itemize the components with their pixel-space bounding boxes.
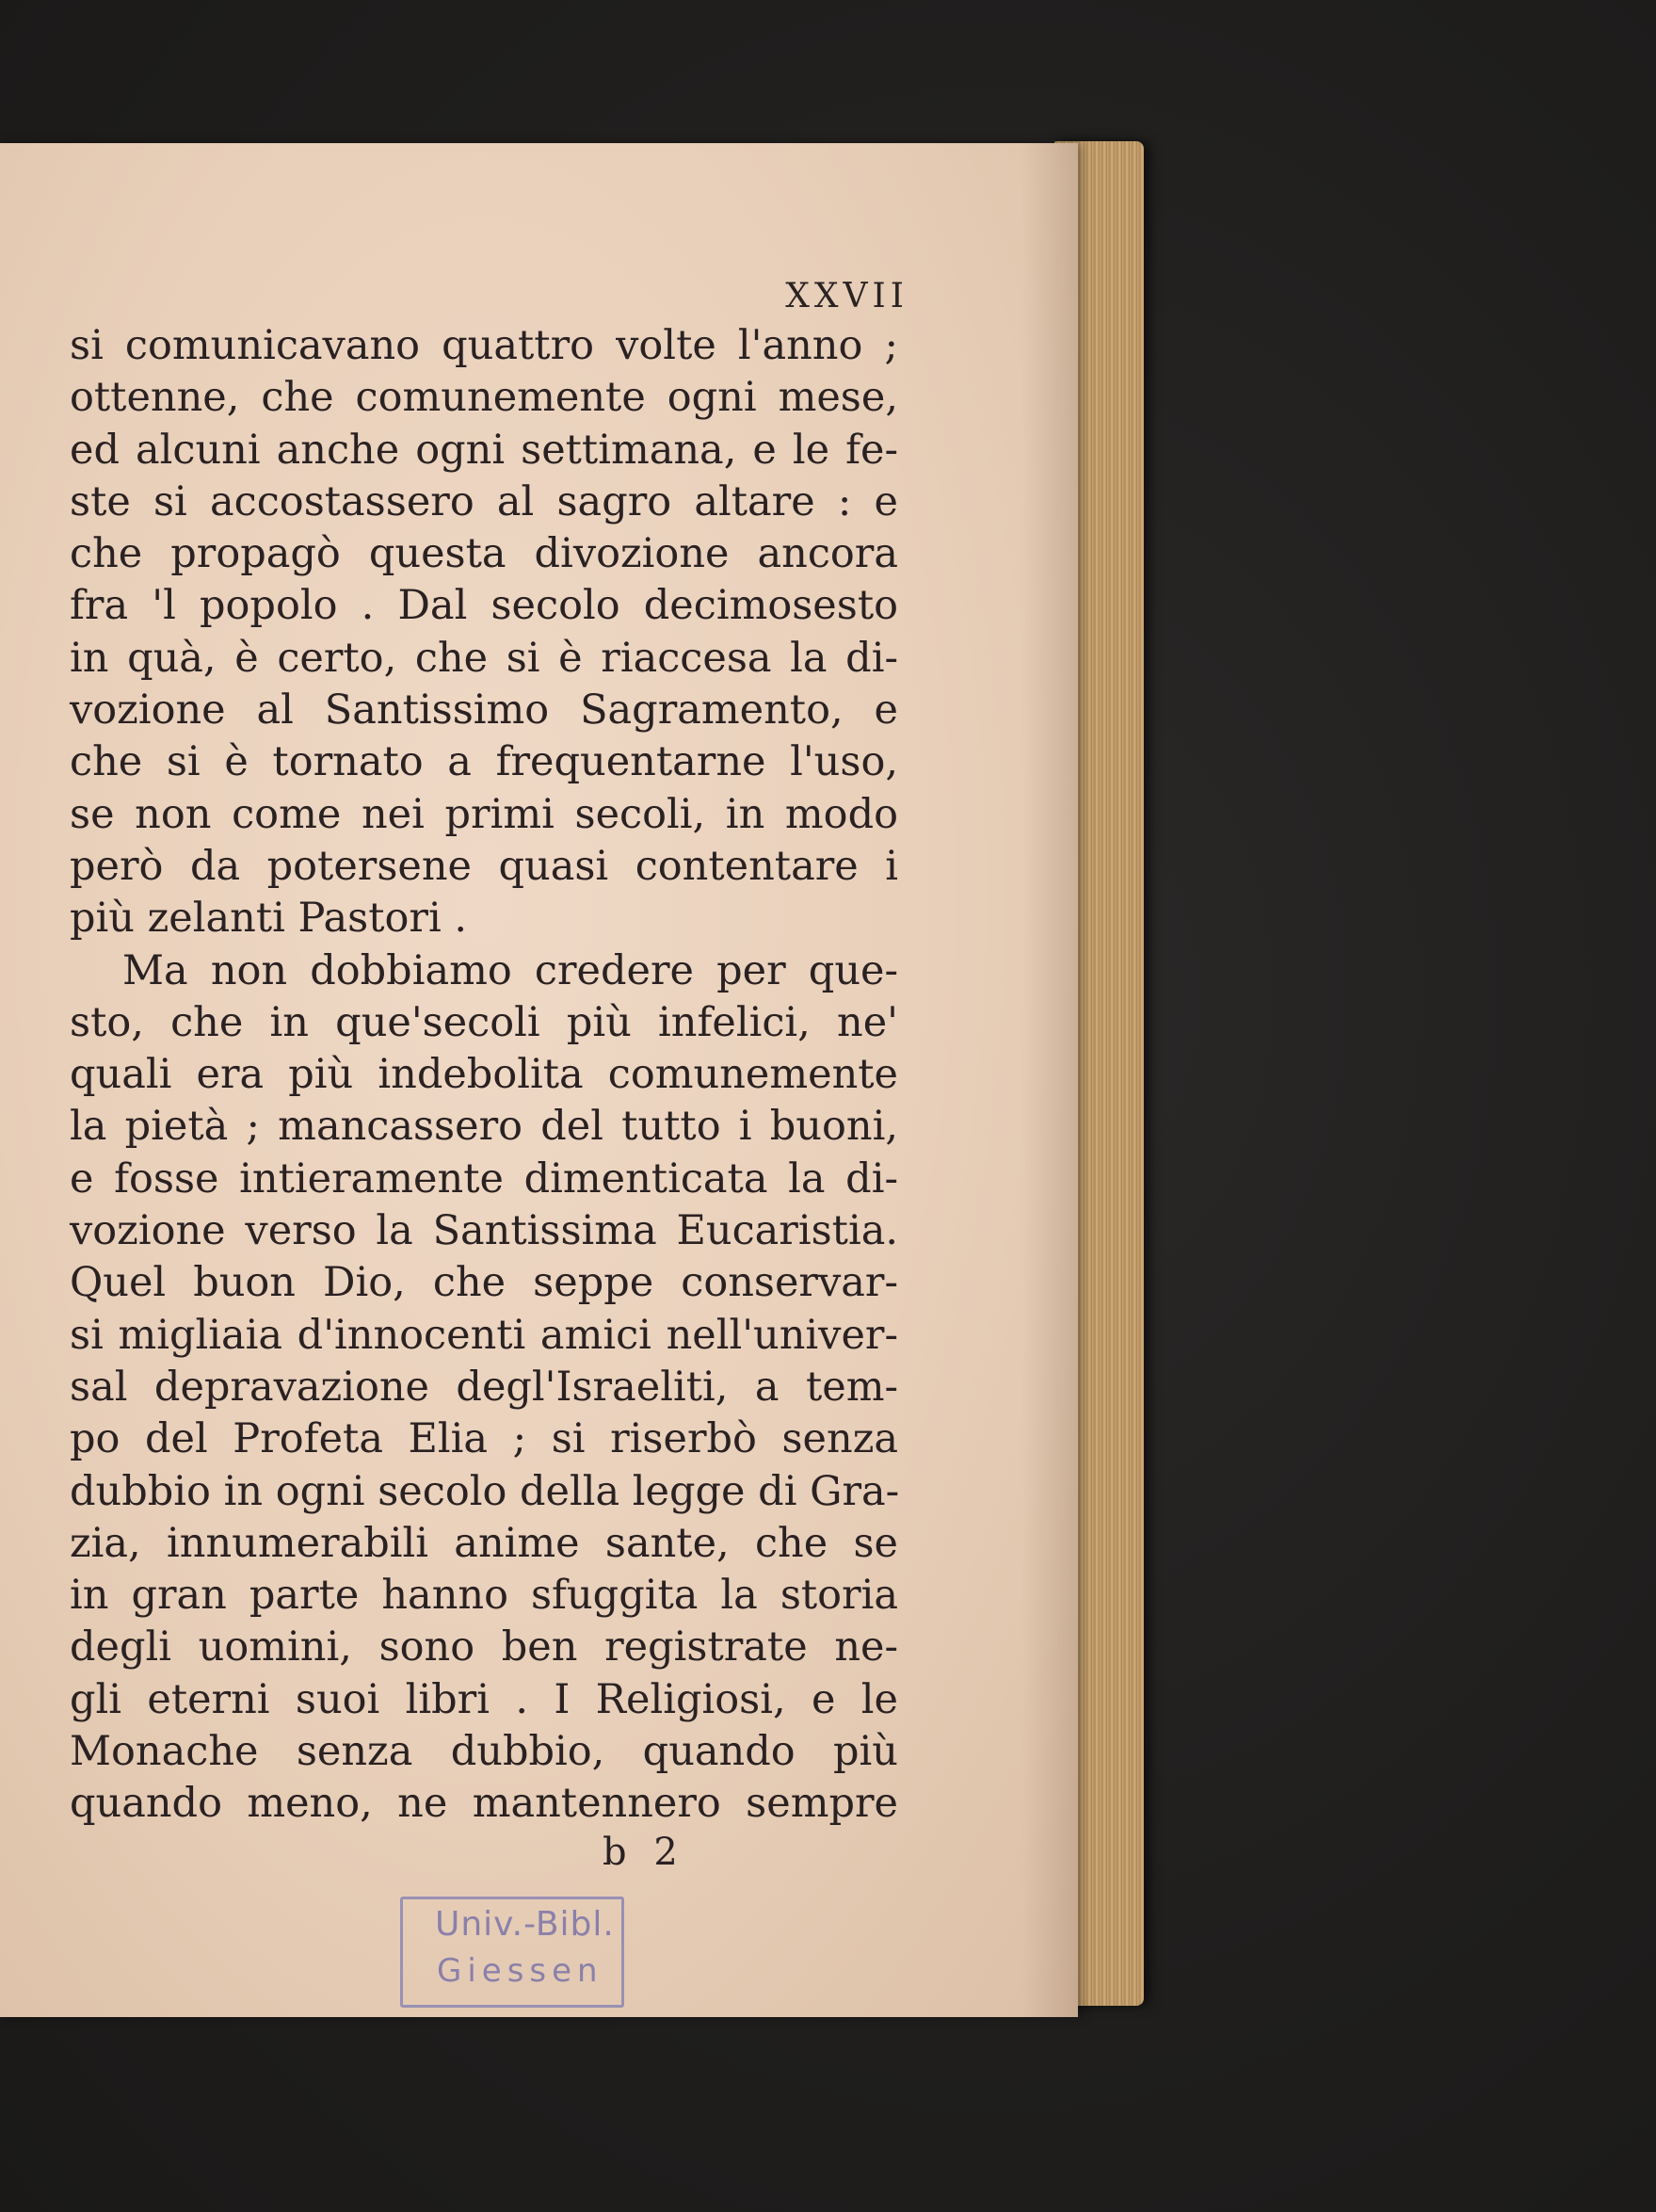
text-line: che si è tornato a frequentarne l'uso,	[70, 738, 898, 786]
text-line: quali era più indebolita comunemente	[70, 1051, 898, 1099]
page-text	[70, 320, 898, 1831]
text-line: in gran parte hanno sfuggita la storia	[70, 1572, 898, 1620]
text-line: la pietà ; mancassero del tutto i buoni,	[70, 1103, 898, 1151]
text-line: dubbio in ogni secolo della legge di Gra-	[70, 1467, 900, 1515]
library-stamp	[400, 1897, 624, 2008]
text-line: ed alcuni anche ogni settimana, e le fe-	[70, 426, 898, 474]
text-line: ottenne, che comunemente ogni mese,	[70, 374, 898, 422]
text-line: si migliaia d'innocenti amici nell'univer-	[70, 1311, 898, 1359]
text-line: zia, innumerabili anime sante, che se	[70, 1519, 898, 1567]
stamp-line-library: Univ.-Bibl.	[435, 1905, 615, 1944]
text-line: più zelanti Pastori .	[70, 895, 468, 943]
gutter-shadow	[1021, 143, 1078, 2017]
text-line: ste si accostassero al sagro altare : e	[70, 477, 898, 525]
text-line: sto, che in que'secoli più infelici, ne'	[70, 998, 898, 1046]
text-line: si comunicavano quattro volte l'anno ;	[70, 322, 898, 369]
text-line: vozione verso la Santissima Eucaristia.	[70, 1207, 898, 1255]
text-line: però da potersene quasi contentare i	[70, 842, 898, 890]
page-number: XXVII	[785, 277, 908, 315]
text-line: fra 'l popolo . Dal secolo decimosesto	[70, 582, 898, 630]
text-line: gli eterni suoi libri . I Religiosi, e le	[70, 1675, 898, 1723]
text-line: sal depravazione degl'Israeliti, a tem-	[70, 1363, 898, 1411]
text-line: degli uomini, sono ben registrate ne-	[70, 1623, 898, 1671]
printer-signature: b 2	[603, 1831, 685, 1874]
text-line: Quel buon Dio, che seppe conservar-	[70, 1259, 898, 1307]
text-line: quando meno, ne mantennero sempre	[70, 1780, 898, 1828]
text-line: e fosse intieramente dimenticata la di-	[70, 1154, 898, 1203]
text-line: Monache senza dubbio, quando più	[70, 1728, 898, 1776]
book-page	[0, 143, 1078, 2017]
text-line: po del Profeta Elia ; si riserbò senza	[70, 1415, 898, 1463]
text-line: se non come nei primi secoli, in modo	[70, 790, 898, 838]
stamp-line-city: Giessen	[437, 1952, 603, 1990]
text-line: Ma non dobbiamo credere per que-	[122, 946, 898, 994]
text-line: in quà, è certo, che si è riaccesa la di-	[70, 634, 898, 682]
text-line: vozione al Santissimo Sagramento, e	[70, 686, 898, 735]
text-line: che propagò questa divozione ancora	[70, 530, 898, 578]
